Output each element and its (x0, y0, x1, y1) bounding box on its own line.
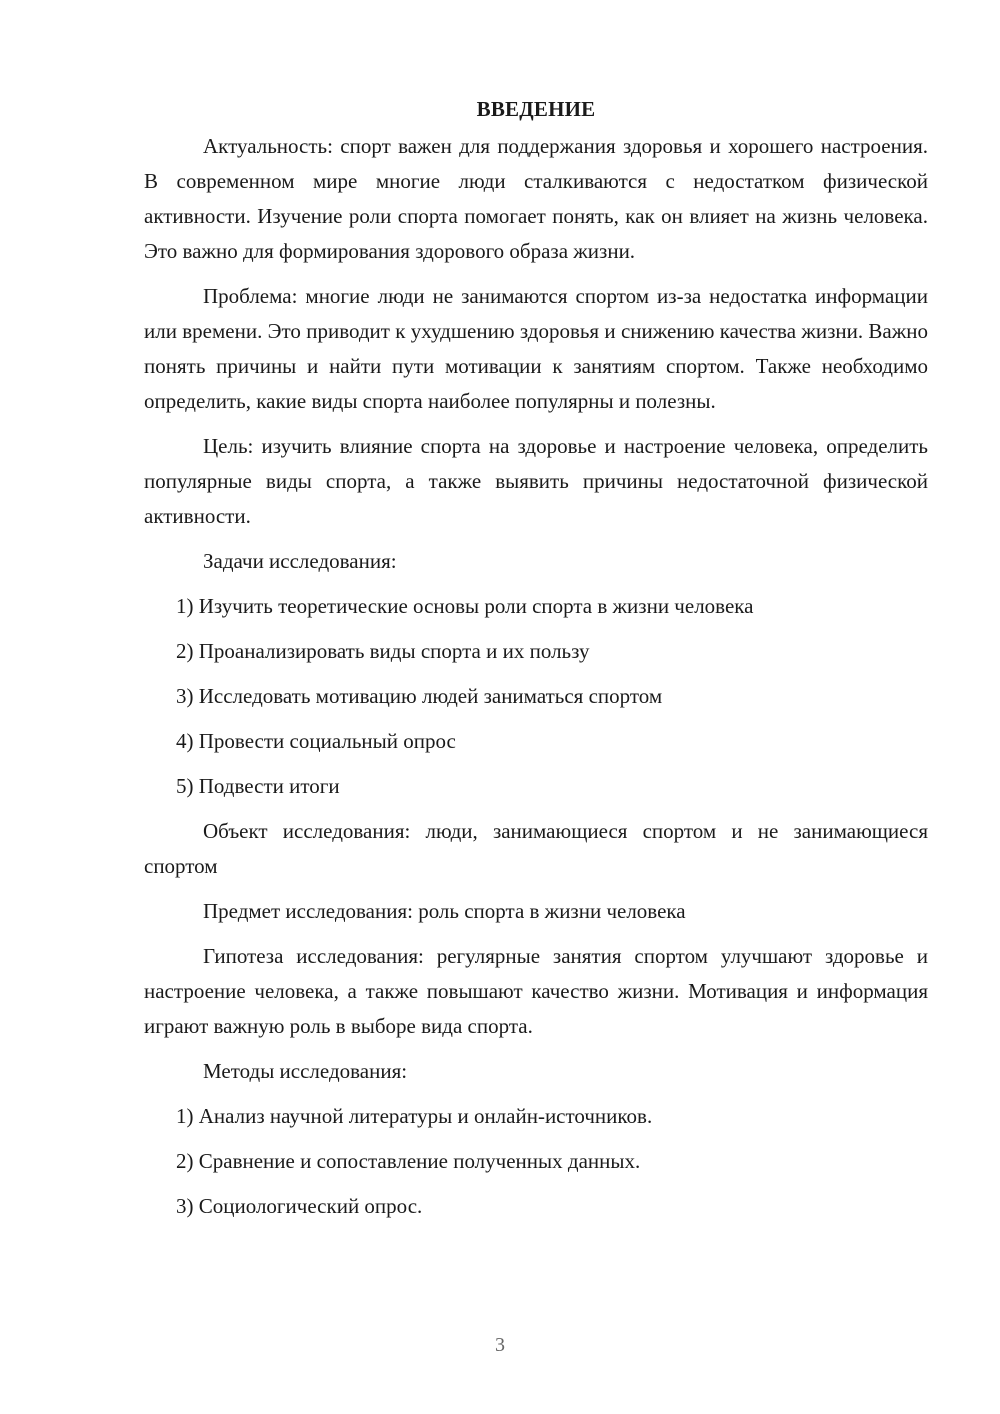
document-page (144, 92, 928, 1234)
page-number: 3 (495, 1334, 505, 1356)
method-item: 2) Сравнение и сопоставление полученных данных. (176, 1149, 641, 1173)
method-item: 1) Анализ научной литературы и онлайн-источников. (176, 1104, 653, 1128)
task-item: 3) Исследовать мотивацию людей заниматься спортом (176, 684, 663, 708)
method-item: 3) Социологический опрос. (176, 1194, 423, 1218)
tasks-heading: Задачи исследования: (203, 549, 397, 573)
task-item: 5) Подвести итоги (176, 774, 340, 798)
task-item: 2) Проанализировать виды спорта и их пользу (176, 639, 590, 663)
relevance-paragraph: Актуальность: спорт важен для поддержания здоровья и хорошего настроения. В современном мире многие люди сталкиваются с недостатком физической активности. Изучение роли спорта помогает понять, как он влияет на жизнь человека. Это важно для формирования здорового образа жизни. (144, 134, 928, 263)
subject-paragraph: Предмет исследования: роль спорта в жизни человека (203, 899, 686, 923)
section-title: ВВЕДЕНИЕ (476, 97, 596, 121)
object-paragraph: Объект исследования: люди, занимающиеся спортом и не занимающиеся спортом (144, 819, 928, 878)
methods-heading: Методы исследования: (203, 1059, 408, 1083)
task-item: 4) Провести социальный опрос (176, 729, 456, 753)
goal-paragraph: Цель: изучить влияние спорта на здоровье и настроение человека, определить популярные виды спорта, а также выявить причины недостаточной физической активности. (144, 434, 928, 528)
task-item: 1) Изучить теоретические основы роли спорта в жизни человека (176, 594, 754, 618)
problem-paragraph: Проблема: многие люди не занимаются спортом из-за недостатка информации или времени. Это приводит к ухудшению здоровья и снижению качества жизни. Важно понять причины и найти пути мотивации к занятиям спортом. Также необходимо определить, какие виды спорта наиболее популярны и полезны. (144, 284, 928, 413)
hypothesis-paragraph: Гипотеза исследования: регулярные занятия спортом улучшают здоровье и настроение человека, а также повышают качество жизни. Мотивация и информация играют важную роль в выборе вида спорта. (144, 944, 928, 1038)
